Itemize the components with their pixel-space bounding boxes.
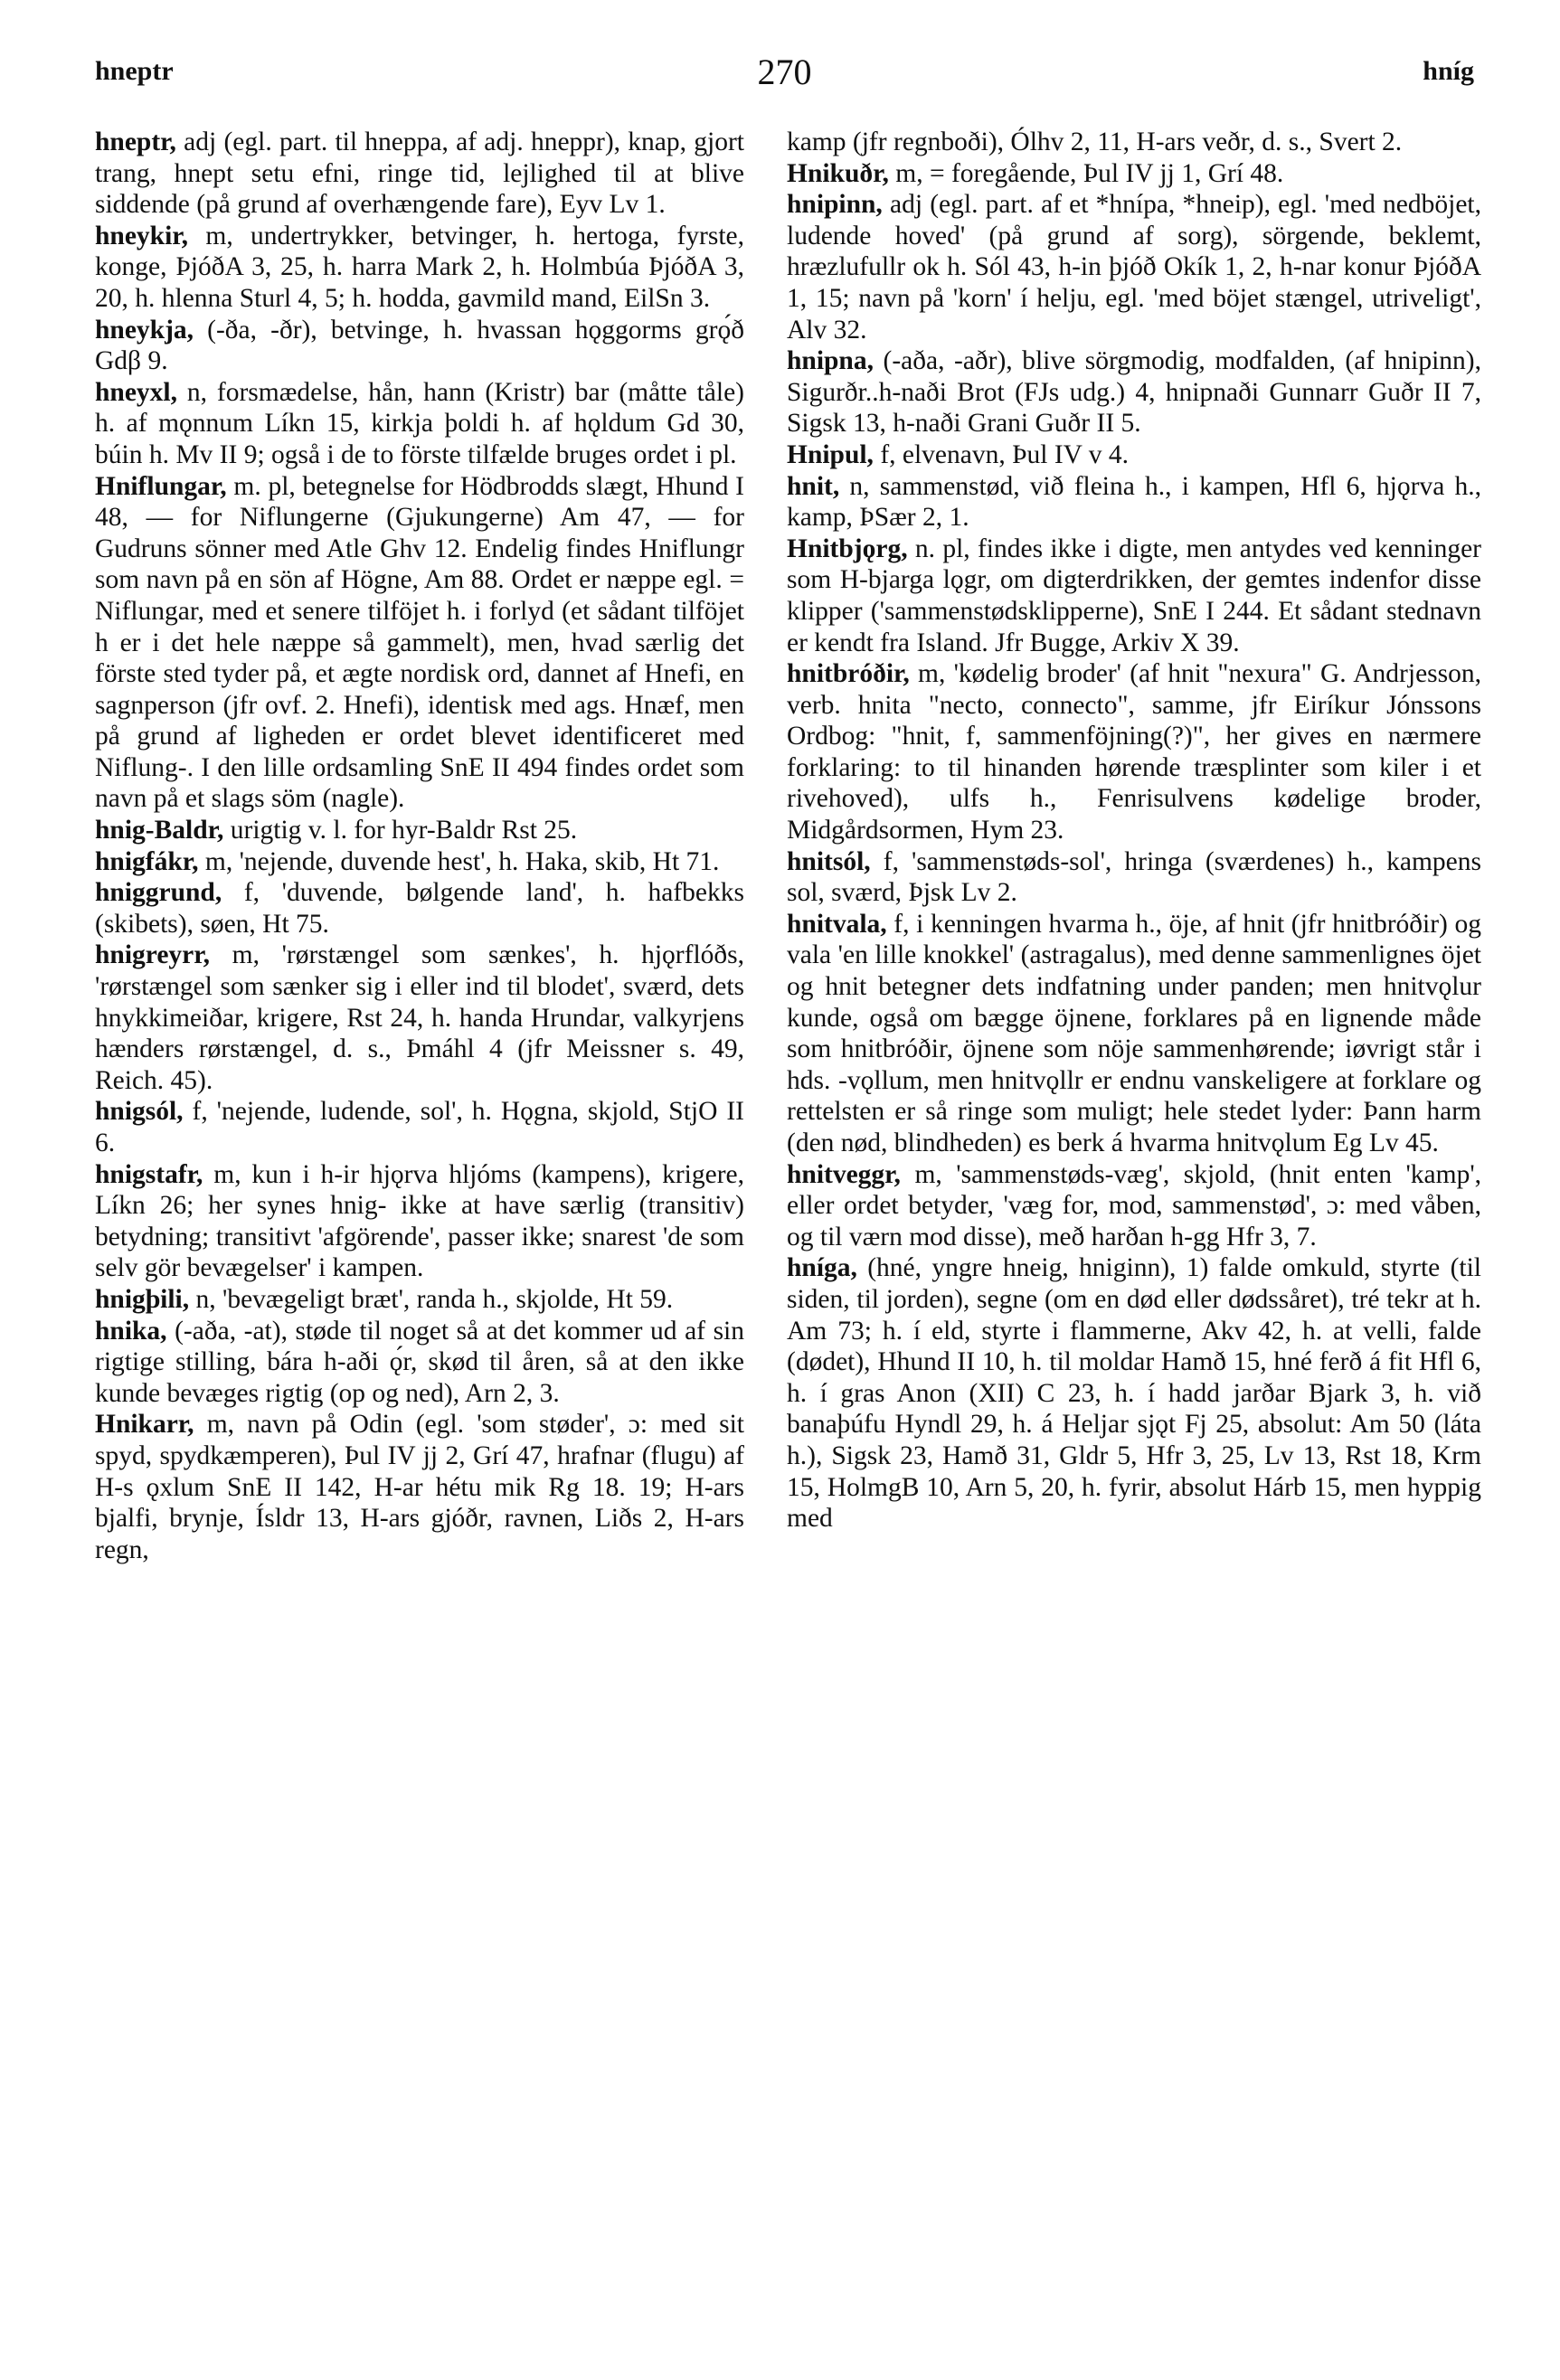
headword: Hnipul,	[787, 439, 874, 469]
dictionary-entry	[787, 1159, 1481, 1253]
headword: hnitsól,	[787, 846, 871, 876]
dictionary-entry	[787, 189, 1481, 345]
headword: hneyxl,	[95, 377, 177, 407]
headword: hnigstafr,	[95, 1159, 203, 1189]
definition: (-aða, -at), støde til noget så at det kommer ud af sin rigtige stilling, bára h-aði ǫ́r, skød til åren, så at den ikke kunde bevæges rigtig (op og ned), Arn 2, 3.	[95, 1316, 744, 1408]
dictionary-entry	[787, 534, 1481, 658]
definition: (-ða, -ðr), betvinge, h. hvassan hǫggorms grǫ́ð Gdβ 9.	[95, 315, 744, 376]
headword: hnipna,	[787, 346, 874, 376]
dictionary-entry	[787, 658, 1481, 846]
dictionary-entry	[95, 471, 744, 816]
headword: hnigreyrr,	[95, 940, 211, 970]
dictionary-entry	[95, 877, 744, 940]
headword: hneptr,	[95, 128, 176, 156]
headword: hnit,	[787, 471, 840, 501]
left-column	[95, 127, 744, 1565]
definition: m, 'nejende, duvende hest', h. Haka, skib, Ht 71.	[204, 846, 720, 876]
definition: (-aða, -aðr), blive sörgmodig, modfalden, (af hnipinn), Sigurðr..h-naði Brot (FJs udg.) 4, hnipnaði Gunnarr Guðr II 7, Sigsk 13, h-naði Grani Guðr II 5.	[787, 346, 1481, 439]
definition: m, 'kødelig broder' (af hnit "nexura" G. Andrjesson, verb. hnita "necto, connecto", samme, jfr Eiríkur Jónssons Ordbog: "hnit, f, sammenföjning(?)", her gives en nærmere forklaring: to til hinanden hørende træsplinter som kiler i et rivehoved), ulfs h., Fenrisulvens kødelige broder, Midgårdsormen, Hym 23.	[787, 659, 1481, 845]
dictionary-entry	[95, 221, 744, 315]
definition: kamp (jfr regnboði), Ólhv 2, 11, H-ars veðr, d. s., Svert 2.	[787, 128, 1403, 156]
headword: hnitbróðir,	[787, 659, 910, 689]
definition: n. pl, findes ikke i digte, men antydes ved kenninger som H-bjarga lǫgr, om digterdrikken, der gemtes indenfor disse klipper ('sammenstødsklipperne), SnE I 244. Et sådant stednavn er kendt fra Island. Jfr Bugge, Arkiv X 39.	[787, 534, 1481, 657]
definition: m, = foregående, Þul IV jj 1, Grí 48.	[895, 158, 1284, 188]
definition: n, 'bevægeligt bræt', randa h., skjolde, Ht 59.	[195, 1284, 674, 1314]
definition: m, undertrykker, betvinger, h. hertoga, fyrste, konge, ÞjóðA 3, 25, h. harra Mark 2, h. Holmbúa ÞjóðA 3, 20, h. hlenna Sturl 4, 5; h. hodda, gavmild mand, EilSn 3.	[95, 221, 745, 313]
dictionary-entry	[95, 1284, 744, 1316]
dictionary-entry	[95, 1409, 744, 1565]
dictionary-entry	[787, 127, 1481, 158]
running-head	[95, 52, 1474, 110]
definition: m, navn på Odin (egl. 'som støder', ɔ: med sit spyd, spydkæmperen), Þul IV jj 2, Grí 47, hrafnar (flugu) af H-s ǫxlum SnE II 142, H-ar hétu mik Rg 18. 19; H-ars bjalfi, brynje, Ísldr 13, H-ars gjóðr, ravnen, Liðs 2, H-ars regn,	[95, 1410, 744, 1564]
definition: f, 'sammenstøds-sol', hringa (sværdenes) h., kampens sol, sværd, Þjsk Lv 2.	[787, 846, 1481, 908]
dictionary-entry	[95, 1159, 744, 1284]
dictionary-entry	[787, 471, 1481, 534]
header-first-word: hneptr	[95, 56, 174, 86]
headword: Hnitbjǫrg,	[787, 534, 908, 563]
headword: hniggrund,	[95, 878, 222, 908]
headword: hnitvala,	[787, 909, 887, 939]
dictionary-entry	[95, 127, 744, 221]
headword: Hnikuðr,	[787, 158, 889, 188]
headword: hnig-Baldr,	[95, 816, 224, 845]
dictionary-entry	[95, 1316, 744, 1410]
headword: hnika,	[95, 1316, 167, 1346]
dictionary-entry	[95, 1096, 744, 1158]
headword: hnipinn,	[787, 190, 883, 220]
headword: hneykja,	[95, 315, 194, 345]
headword: hnigsól,	[95, 1097, 184, 1127]
definition: adj (egl. part. til hneppa, af adj. hneppr), knap, gjort trang, hnept setu efni, ringe tid, lejlighed til at blive siddende (på grund af overhængende fare), Eyv Lv 1.	[95, 128, 744, 220]
definition: m, kun i h-ir hjǫrva hljóms (kampens), krigere, Líkn 26; her synes hnig- ikke at have særlig (transitiv) betydning; transitivt 'afgörende', passer ikke; snarest 'de som selv gör bevægelser' i kampen.	[95, 1159, 744, 1283]
dictionary-entry	[95, 940, 744, 1096]
headword: hnigþili,	[95, 1284, 190, 1314]
definition: m, 'rørstængel som sænkes', h. hjǫrflóðs, 'rørstængel som sænker sig i eller ind til blodet', sværd, dets hnykkimeiðar, krigere, Rst 24, h. handa Hrundar, valkyrjens hænders rørstængel, d. s., Þmáhl 4 (jfr Meissner s. 49, Reich. 45).	[95, 940, 745, 1095]
headword: hnitveggr,	[787, 1159, 901, 1189]
definition: f, 'nejende, ludende, sol', h. Hǫgna, skjold, StjO II 6.	[95, 1097, 744, 1157]
dictionary-entry	[95, 846, 744, 878]
definition: f, elvenavn, Þul IV v 4.	[880, 439, 1130, 469]
headword: Hniflungar,	[95, 471, 227, 501]
definition: n, sammenstød, við fleina h., i kampen, Hfl 6, hjǫrva h., kamp, ÞSær 2, 1.	[787, 471, 1481, 533]
dictionary-entry	[787, 846, 1481, 909]
dictionary-entry	[787, 345, 1481, 439]
headword: hníga,	[787, 1253, 857, 1283]
headword: Hnikarr,	[95, 1410, 194, 1440]
dictionary-entry	[787, 158, 1481, 190]
definition: m, 'sammenstøds-væg', skjold, (hnit enten 'kamp', eller ordet betyder, 'væg for, mod, sammenstød', ɔ: med våben, og til værn mod disse), með harðan h-gg Hfr 3, 7.	[787, 1159, 1482, 1251]
headword: hnigfákr,	[95, 846, 199, 876]
header-last-word: hníg	[1423, 56, 1474, 86]
definition: adj (egl. part. af et *hnípa, *hneip), egl. 'med nedböjet, ludende hoved' (på grund af sorg), sörgende, beklemt, hræzlufullr ok h. Sól 43, h-in þjóð Okík 1, 2, h-nar konur ÞjóðA 1, 15; navn på 'korn' í helju, egl. 'med böjet stængel, utriveligt', Alv 32.	[787, 190, 1481, 345]
dictionary-entry	[787, 439, 1481, 471]
definition: f, i kenningen hvarma h., öje, af hnit (jfr hnitbróðir) og vala 'en lille knokkel' (astragalus), med denne sammenlignes öjet og hnit betegner dets indfatning under panden; men hnitvǫlur kunde, også om bægge öjnene, forklares på en lignende måde som hnitbróðir, öjnene som nöje sammenhørende; iøvrigt står i hds. -vǫllum, men hnitvǫllr er endnu vanskeligere at forklare og rettelsten er så ringe som muligt; hele stedet lyder: Þann harm (den nød, blindheden) es berk á hvarma hnitvǫlum Eg Lv 45.	[787, 909, 1482, 1157]
dictionary-entry	[787, 909, 1481, 1159]
dictionary-entry	[787, 1252, 1481, 1534]
definition: (hné, yngre hneig, hniginn), 1) falde omkuld, styrte (til siden, til jorden), segne (om en død eller dødssåret), tré tekr at h. Am 73; h. í eld, styrte i flammerne, Akv 42, h. at velli, falde (dødet), Hhund II 10, h. til moldar Hamð 15, hné ferð á fit Hfl 6, h. í gras Anon (XII) C 23, h. í hadd jarðar Bjark 3, h. við banaþúfu Hyndl 29, h. á Heljar sjǫt Fj 25, absolut: Am 50 (láta h.), Sigsk 23, Hamð 31, Gldr 5, Hfr 3, 25, Lv 13, Rst 18, Krm 15, HolmgB 10, Arn 5, 20, h. fyrir, absolut Hárb 15, men hyppig med	[787, 1253, 1482, 1534]
definition: n, forsmædelse, hån, hann (Kristr) bar (måtte tåle) h. af mǫnnum Líkn 15, kirkja þoldi h. af hǫldum Gd 30, búin h. Mv II 9; også i de to förste tilfælde bruges ordet i pl.	[95, 377, 744, 469]
page-number: 270	[757, 52, 812, 92]
definition: m. pl, betegnelse for Hödbrodds slægt, Hhund I 48, — for Niflungerne (Gjukungerne) Am 47, — for Gudruns sönner med Atle Ghv 12. Endelig findes Hniflungr som navn på en sön af Högne, Am 88. Ordet er næppe egl. = Niflungar, med et senere tilföjet h. i forlyd (et sådant tilföjet h er i det hele næppe så gammelt), men, hvad særlig det förste sted tyder på, et ægte nordisk ord, dannet af Hnefi, en sagnperson (jfr ovf. 2. Hnefi), identisk med ags. Hnæf, men på grund af ligheden er ordet blevet identificeret med Niflung-. I den lille ordsamling SnE II 494 findes ordet som navn på et slags söm (nagle).	[95, 471, 745, 814]
dictionary-entry	[95, 315, 744, 377]
right-column	[787, 127, 1481, 1535]
definition: urigtig v. l. for hyr-Baldr Rst 25.	[230, 816, 578, 845]
definition: f, 'duvende, bølgende land', h. hafbekks (skibets), søen, Ht 75.	[95, 878, 744, 939]
dictionary-entry	[95, 377, 744, 471]
dictionary-entry	[95, 815, 744, 846]
headword: hneykir,	[95, 221, 189, 250]
